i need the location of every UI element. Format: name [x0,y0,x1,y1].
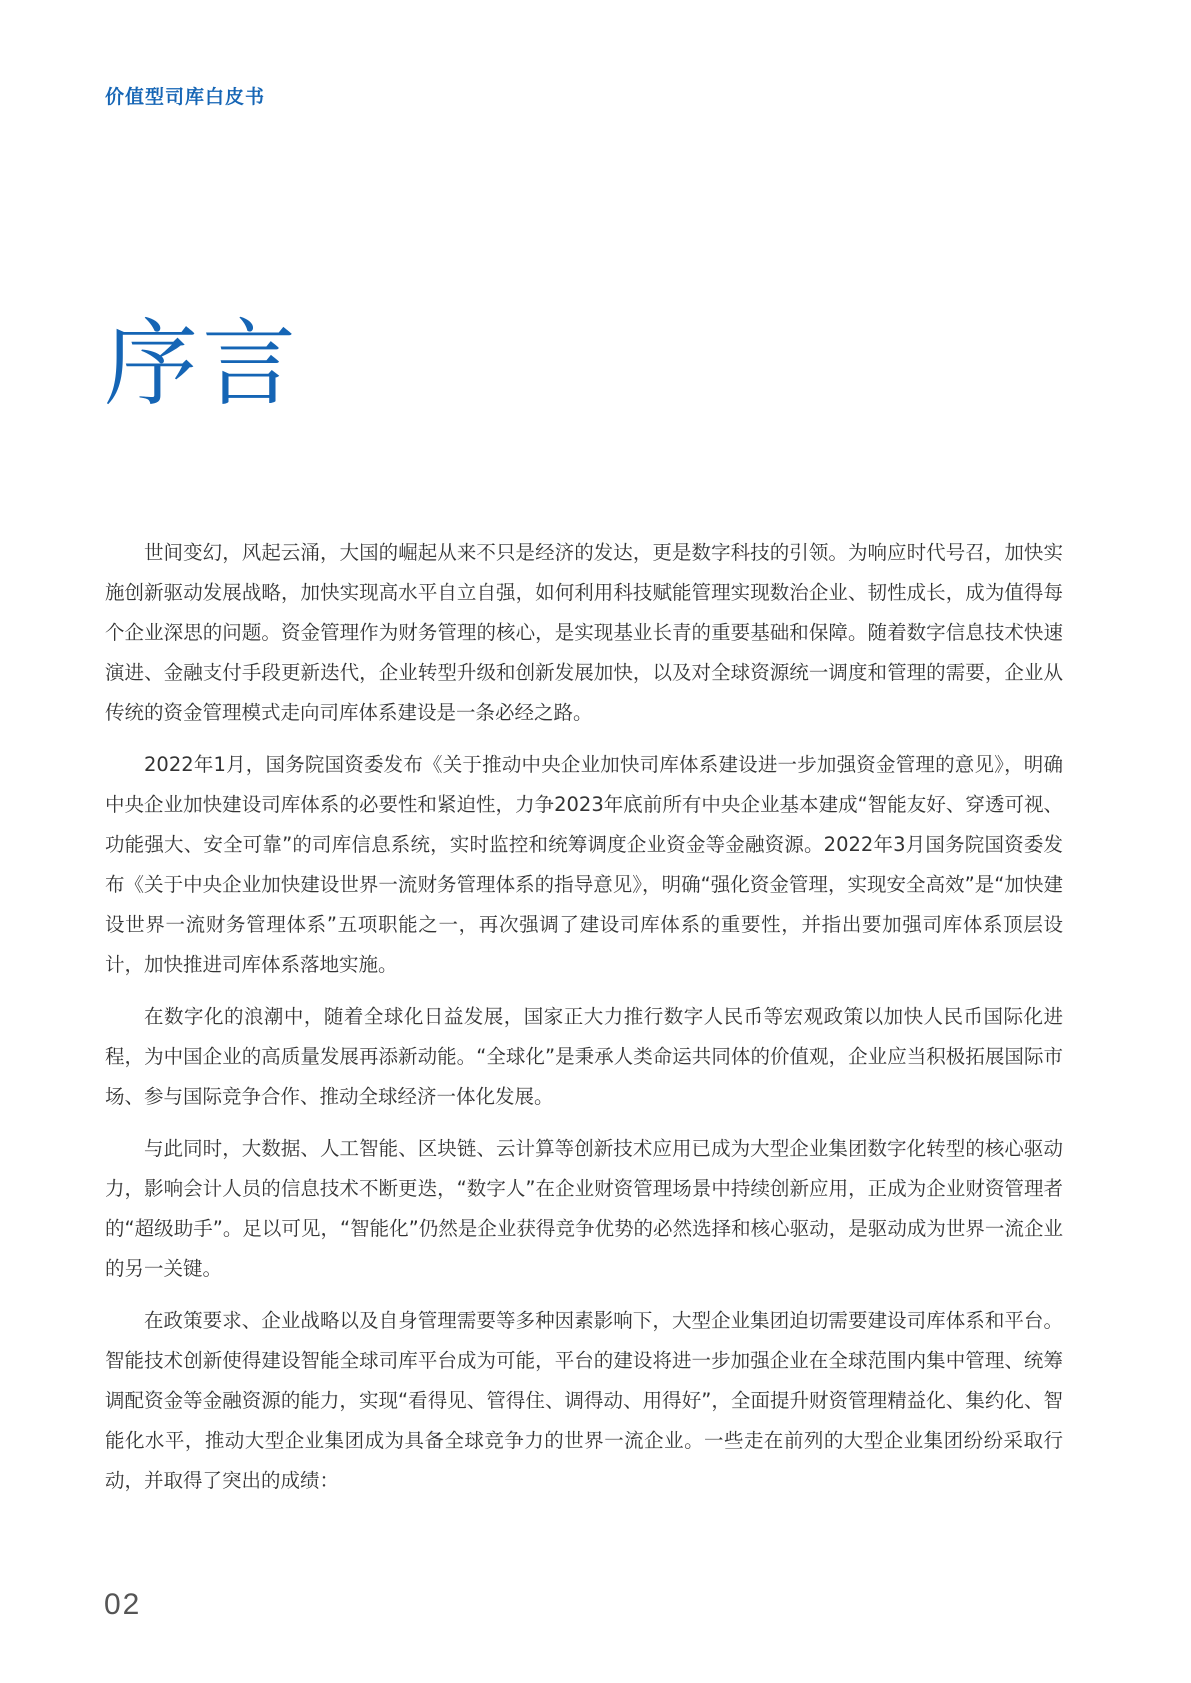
paragraph-5: 在政策要求、企业战略以及自身管理需要等多种因素影响下，大型企业集团迫切需要建设司库体系和平台。智能技术创新使得建设智能全球司库平台成为可能，平台的建设将进一步加强企业在全球范围内集中管理、统筹调配资金等金融资源的能力，实现“看得见、管得住、调得动、用得好”，全面提升财资管理精益化、集约化、智能化水平，推动大型企业集团成为具备全球竞争力的世界一流企业。一些走在前列的大型企业集团纷纷采取行动，并取得了突出的成绩： [105,1309,1063,1492]
paragraph-2: 2022年1月，国务院国资委发布《关于推动中央企业加快司库体系建设进一步加强资金管理的意见》，明确中央企业加快建设司库体系的必要性和紧迫性，力争2023年底前所有中央企业基本建成“智能友好、穿透可视、功能强大、安全可靠”的司库信息系统，实时监控和统筹调度企业资金等金融资源。2022年3月国务院国资委发布《关于中央企业加快建设世界一流财务管理体系的指导意见》，明确“强化资金管理，实现安全高效”是“加快建设世界一流财务管理体系”五项职能之一，再次强调了建设司库体系的重要性，并指出要加强司库体系顶层设计，加快推进司库体系落地实施。 [105,753,1063,976]
page-title: 序言 [104,310,301,419]
page-number: 02 [104,1588,142,1621]
paragraph-1: 世间变幻，风起云涌，大国的崛起从来不只是经济的发达，更是数字科技的引领。为响应时代号召，加快实施创新驱动发展战略，加快实现高水平自立自强，如何利用科技赋能管理实现数治企业、韧性成长，成为值得每个企业深思的问题。资金管理作为财务管理的核心，是实现基业长青的重要基础和保障。随着数字信息技术快速演进、金融支付手段更新迭代，企业转型升级和创新发展加快，以及对全球资源统一调度和管理的需要，企业从传统的资金管理模式走向司库体系建设是一条必经之路。 [105,541,1063,724]
paragraph-4: 与此同时，大数据、人工智能、区块链、云计算等创新技术应用已成为大型企业集团数字化转型的核心驱动力，影响会计人员的信息技术不断更迭，“数字人”在企业财资管理场景中持续创新应用，正成为企业财资管理者的“超级助手”。足以可见，“智能化”仍然是企业获得竞争优势的必然选择和核心驱动，是驱动成为世界一流企业的另一关键。 [105,1137,1063,1280]
paragraph-3: 在数字化的浪潮中，随着全球化日益发展，国家正大力推行数字人民币等宏观政策以加快人民币国际化进程，为中国企业的高质量发展再添新动能。“全球化”是秉承人类命运共同体的价值观，企业应当积极拓展国际市场、参与国际竞争合作、推动全球经济一体化发展。 [105,1005,1063,1108]
body-text [105,533,1063,1513]
header-title: 价值型司库白皮书 [105,86,266,108]
